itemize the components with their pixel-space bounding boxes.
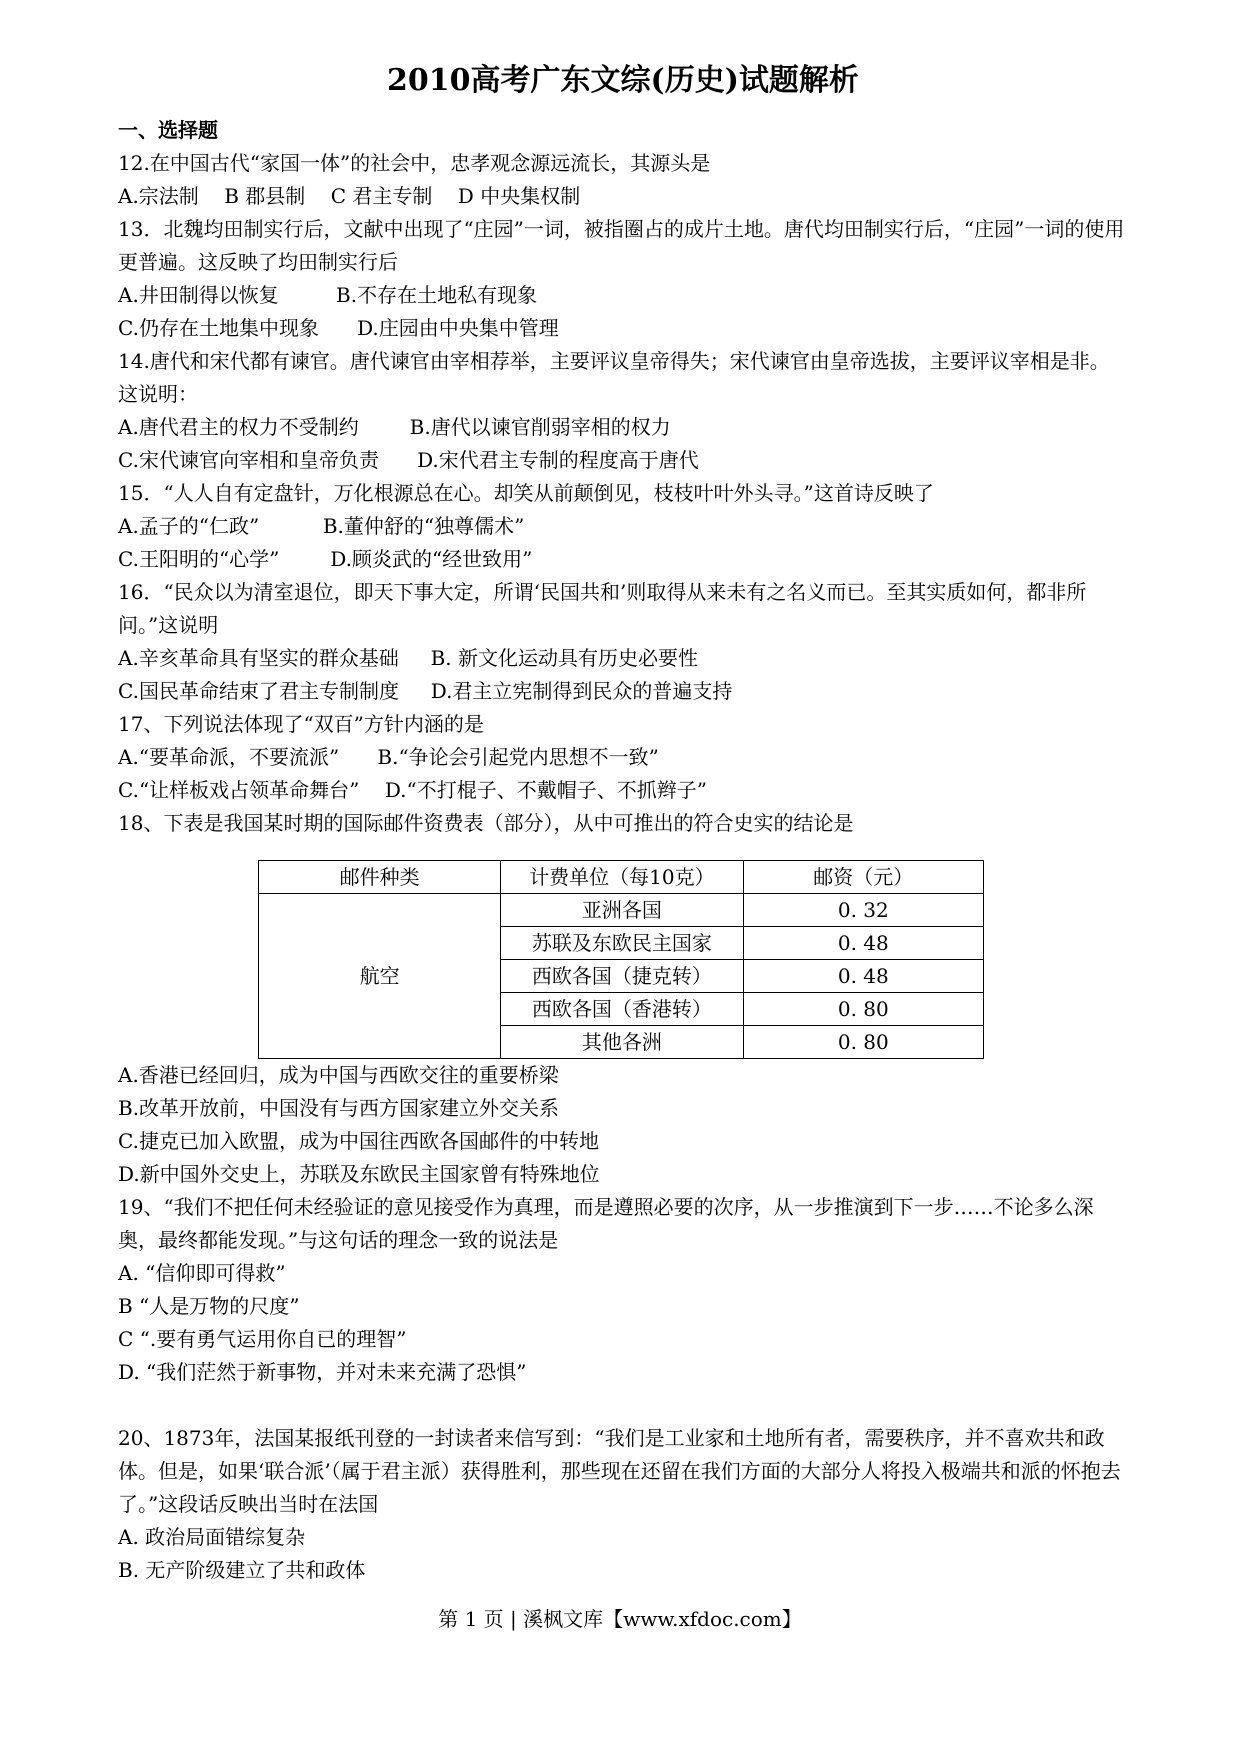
option-c: C.“让样板戏占领革命舞台” xyxy=(118,778,360,802)
question-13-stem: 13．北魏均田制实行后，文献中出现了“庄园”一词，被指圈占的成片土地。唐代均田制实行后，“庄园”一词的使用更普遍。这反映了均田制实行后 xyxy=(118,217,1125,274)
postage-fee-table xyxy=(258,860,984,1059)
table-cell: 0. 80 xyxy=(743,993,983,1026)
question-18-option-d: D.新中国外交史上，苏联及东欧民主国家曾有特殊地位 xyxy=(118,1162,600,1186)
option-a: A.“要革命派，不要流派” xyxy=(118,745,340,769)
question-13-options-row-1 xyxy=(118,279,1128,312)
option-c: C.宋代谏官向宰相和皇帝负责 xyxy=(118,448,379,472)
mail-category-cell: 航空 xyxy=(259,894,501,1059)
option-c: C.仍存在土地集中现象 xyxy=(118,316,319,340)
table-row xyxy=(259,894,984,927)
option-b: B.不存在土地私有现象 xyxy=(336,283,538,307)
option-d: D.宋代君主专制的程度高于唐代 xyxy=(417,448,699,472)
table-header-row xyxy=(259,861,984,894)
question-15-stem: 15．“人人自有定盘针，万化根源总在心。却笑从前颠倒见，枝枝叶叶外头寻。”这首诗反映了 xyxy=(118,481,934,505)
option-d: D.君主立宪制得到民众的普遍支持 xyxy=(430,679,733,703)
option-c: C.国民革命结束了君主专制制度 xyxy=(118,679,399,703)
table-cell: 苏联及东欧民主国家 xyxy=(501,927,743,960)
question-13-options-row-2 xyxy=(118,312,1128,345)
table-cell: 0. 48 xyxy=(743,927,983,960)
question-12-stem: 12.在中国古代“家国一体”的社会中，忠孝观念源远流长，其源头是 xyxy=(118,151,711,175)
option-b: B. 新文化运动具有历史必要性 xyxy=(430,646,699,670)
question-18-option-c: C.捷克已加入欧盟，成为中国往西欧各国邮件的中转地 xyxy=(118,1129,599,1153)
option-d: D.“不打棍子、不戴帽子、不抓辫子” xyxy=(384,778,707,802)
question-20-option-b: B. 无产阶级建立了共和政体 xyxy=(118,1558,366,1582)
question-16-options-row-1 xyxy=(118,642,1128,675)
table-cell: 亚洲各国 xyxy=(501,894,743,927)
question-20-option-a: A. 政治局面错综复杂 xyxy=(118,1525,306,1549)
table-cell: 西欧各国（香港转） xyxy=(501,993,743,1026)
document-page xyxy=(118,58,1128,1587)
option-a: A.孟子的“仁政” xyxy=(118,514,260,538)
question-14-options-row-2 xyxy=(118,444,1128,477)
option-a: A.唐代君主的权力不受制约 xyxy=(118,415,359,439)
section-heading: 一、选择题 xyxy=(118,118,218,142)
question-16-options-row-2 xyxy=(118,675,1128,708)
question-17-options-row-1 xyxy=(118,741,1128,774)
question-19-option-c: C “.要有勇气运用你自已的理智” xyxy=(118,1327,407,1351)
question-15-options-row-2 xyxy=(118,543,1128,576)
question-18-option-b: B.改革开放前，中国没有与西方国家建立外交关系 xyxy=(118,1096,560,1120)
table-cell: 0. 48 xyxy=(743,960,983,993)
page-footer: 第 1 页 | 溪枫文库【www.xfdoc.com】 xyxy=(438,1607,802,1631)
option-b: B.董仲舒的“独尊儒术” xyxy=(322,514,525,538)
question-14-options-row-1 xyxy=(118,411,1128,444)
table-header-cell: 邮件种类 xyxy=(259,861,501,894)
table-cell: 其他各洲 xyxy=(501,1026,743,1059)
table-header-cell: 计费单位（每10克） xyxy=(501,861,743,894)
document-title: 2010高考广东文综(历史)试题解析 xyxy=(387,63,859,98)
question-19-stem: 19、“我们不把任何未经验证的意见接受作为真理，而是遵照必要的次序，从一步推演到下一步……不论多么深奥，最终都能发现。”与这句话的理念一致的说法是 xyxy=(118,1195,1094,1252)
option-d: D.庄园由中央集中管理 xyxy=(357,316,559,340)
option-b: B.“争论会引起党内思想不一致” xyxy=(377,745,659,769)
table-cell: 0. 80 xyxy=(743,1026,983,1059)
question-19-option-d: D. “我们茫然于新事物，并对未来充满了恐惧” xyxy=(118,1360,527,1384)
question-14-stem: 14.唐代和宋代都有谏官。唐代谏官由宰相荐举，主要评议皇帝得失；宋代谏官由皇帝选拔，主要评议宰相是非。这说明： xyxy=(118,349,1110,406)
table-header-cell: 邮资（元） xyxy=(743,861,983,894)
question-17-stem: 17、下列说法体现了“双百”方针内涵的是 xyxy=(118,712,484,736)
question-12-options: A.宗法制 B 郡县制 C 君主专制 D 中央集权制 xyxy=(118,184,581,208)
option-a: A.井田制得以恢复 xyxy=(118,283,279,307)
question-16-stem: 16．“民众以为清室退位，即天下事大定，所谓‘民国共和’则取得从来未有之名义而已。至其实质如何，都非所问。”这说明 xyxy=(118,580,1087,637)
option-c: C.王阳明的“心学” xyxy=(118,547,280,571)
question-20-stem: 20、1873年，法国某报纸刊登的一封读者来信写到：“我们是工业家和土地所有者，需要秩序，并不喜欢共和政体。但是，如果‘联合派’（属于君主派）获得胜利，那些现在还留在我们方面的大部分人将投入极端共和派的怀抱去了。”这段话反映出当时在法国 xyxy=(118,1426,1121,1516)
table-cell: 西欧各国（捷克转） xyxy=(501,960,743,993)
question-19-option-a: A. “信仰即可得救” xyxy=(118,1261,286,1285)
question-15-options-row-1 xyxy=(118,510,1128,543)
question-19-option-b: B “人是万物的尺度” xyxy=(118,1294,300,1318)
question-17-options-row-2 xyxy=(118,774,1128,807)
blank-line xyxy=(118,1389,1128,1422)
option-b: B.唐代以谏官削弱宰相的权力 xyxy=(409,415,671,439)
question-18-stem: 18、下表是我国某时期的国际邮件资费表（部分），从中可推出的符合史实的结论是 xyxy=(118,811,854,835)
option-a: A.辛亥革命具有坚实的群众基础 xyxy=(118,646,399,670)
option-d: D.顾炎武的“经世致用” xyxy=(330,547,533,571)
question-18-option-a: A.香港已经回归，成为中国与西欧交往的重要桥梁 xyxy=(118,1063,559,1087)
table-cell: 0. 32 xyxy=(743,894,983,927)
